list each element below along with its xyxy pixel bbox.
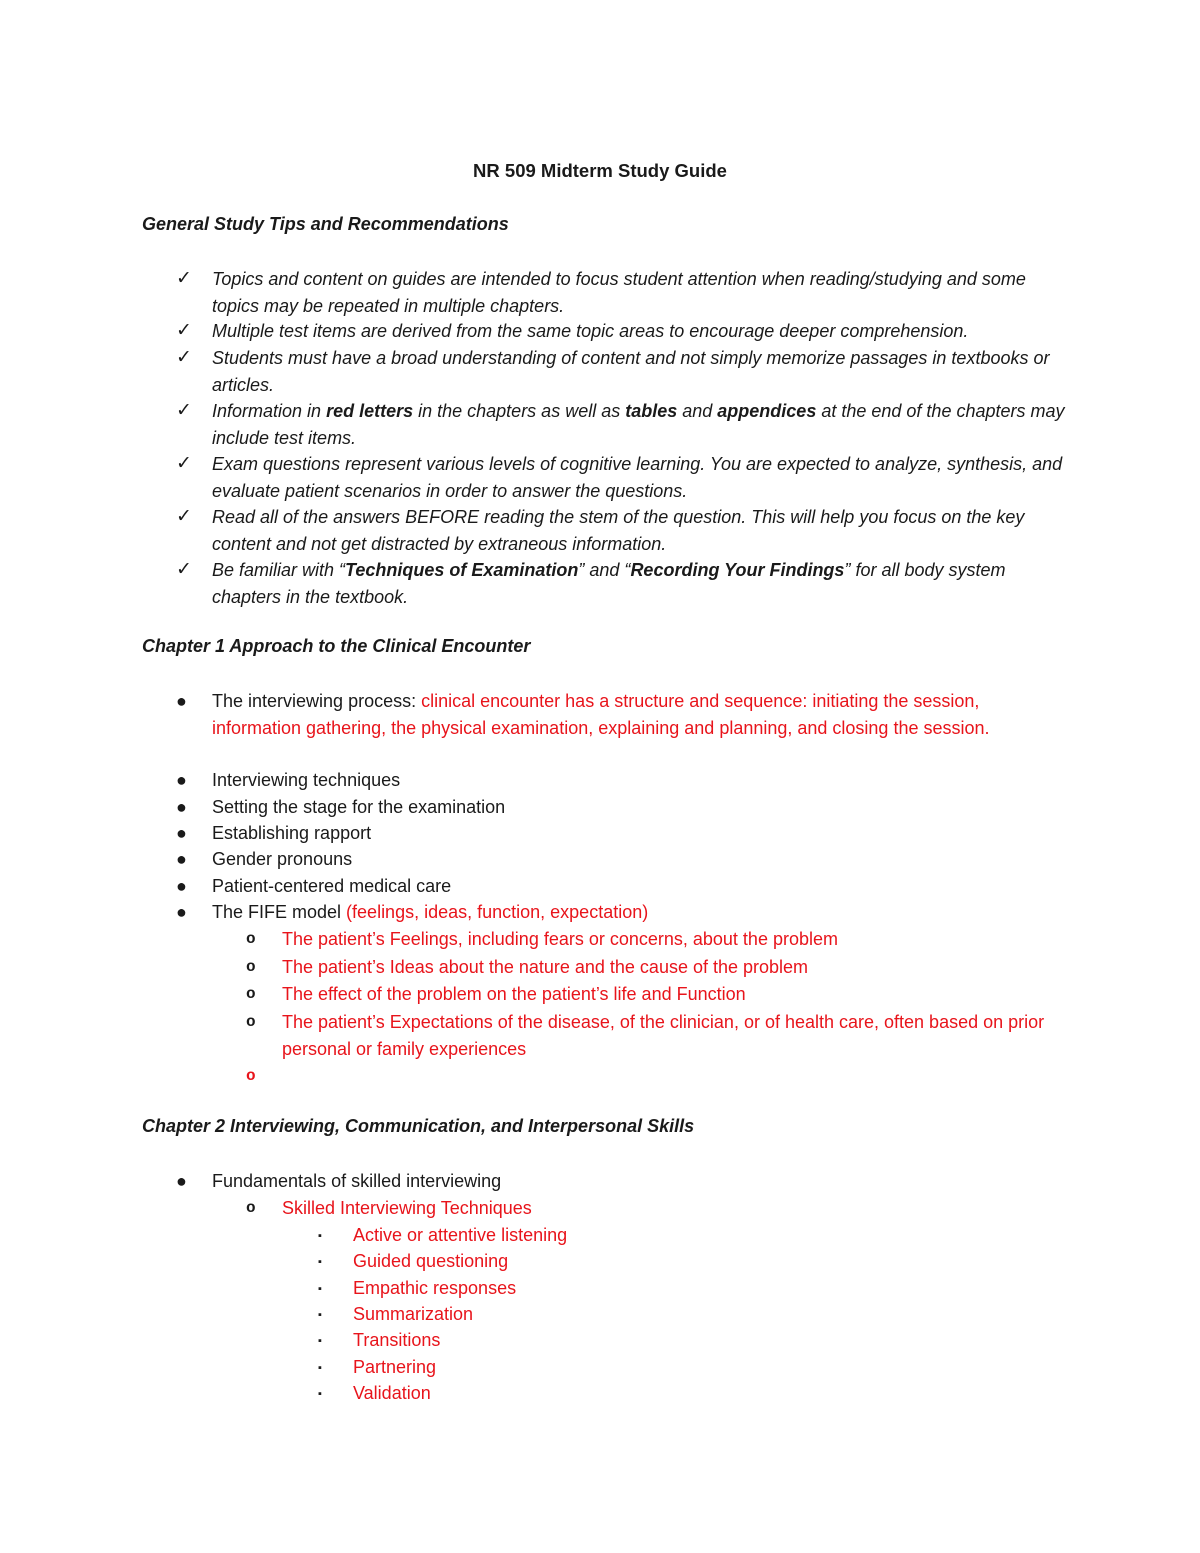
technique-item: ▪ Transitions [353, 1327, 1072, 1354]
bullet-icon: ● [176, 691, 187, 711]
tip-item [176, 451, 1072, 504]
circle-bullet-icon: o [246, 1013, 256, 1031]
circle-bullet-icon: o [246, 930, 256, 948]
tip-text: Be familiar with “Techniques of Examination” and “Recording Your Findings” for all body system chapters in the textbook. [212, 560, 1006, 607]
technique-item: ▪ Summarization [353, 1301, 1072, 1328]
list-item: ● The interviewing process: clinical encounter has a structure and sequence: initiating the session, information gathering, the physical examination, explaining and planning, and closing the session. [212, 688, 1072, 741]
technique-item: ▪ Guided questioning [353, 1248, 1072, 1275]
fife-red-text: (feelings, ideas, function, expectation) [346, 902, 649, 922]
square-bullet-icon: ▪ [318, 1309, 322, 1321]
sub-list-item: o The patient’s Feelings, including fears or concerns, about the problem [282, 926, 1072, 953]
document-title: NR 509 Midterm Study Guide [473, 160, 727, 181]
bullet-icon: ● [176, 1171, 187, 1191]
list-item: ● The FIFE model (feelings, ideas, function, expectation) [212, 899, 1072, 926]
square-bullet-icon: ▪ [318, 1256, 322, 1268]
circle-bullet-icon: o [246, 1067, 256, 1085]
checkmark-icon: ✓ [176, 268, 192, 289]
bullet-icon: ● [176, 849, 187, 869]
tip-item [176, 345, 1072, 398]
square-bullet-icon: ▪ [318, 1230, 322, 1242]
tip-item [176, 504, 1072, 557]
circle-bullet-icon: o [246, 1199, 256, 1217]
list-item: ● Fundamentals of skilled interviewing [212, 1168, 1072, 1195]
bullet-icon: ● [176, 823, 187, 843]
list-item: ● Interviewing techniques [212, 767, 1072, 794]
tip-text: Read all of the answers BEFORE reading the stem of the question. This will help you focus on the key content and not get distracted by extraneous information. [212, 507, 1025, 554]
tip-text: Exam questions represent various levels of cognitive learning. You are expected to analyze, synthesis, and evaluate patient scenarios in order to answer the questions. [212, 454, 1063, 501]
technique-item: ▪ Validation [353, 1380, 1072, 1407]
bullet-icon: ● [176, 770, 187, 790]
list-item: ● Setting the stage for the examination [212, 794, 1072, 821]
tip-item [176, 398, 1072, 451]
tip-text: Multiple test items are derived from the same topic areas to encourage deeper comprehension. [212, 321, 969, 341]
tip-text: Information in red letters in the chapters as well as tables and appendices at the end of the chapters may include test items. [212, 401, 1065, 448]
checkmark-icon: ✓ [176, 453, 192, 474]
circle-bullet-icon: o [246, 958, 256, 976]
sub-list-item: o The patient’s Expectations of the disease, of the clinician, or of health care, often based on prior personal or family experiences [282, 1009, 1072, 1062]
chapter1-heading: Chapter 1 Approach to the Clinical Encounter [142, 636, 531, 656]
square-bullet-icon: ▪ [318, 1362, 322, 1374]
square-bullet-icon: ▪ [318, 1283, 322, 1295]
list-item: ● Gender pronouns [212, 846, 1072, 873]
sub-list-item: o The patient’s Ideas about the nature and the cause of the problem [282, 954, 1072, 981]
bullet-icon: ● [176, 876, 187, 896]
tip-item [176, 318, 1072, 345]
technique-item: ▪ Partnering [353, 1354, 1072, 1381]
square-bullet-icon: ▪ [318, 1335, 322, 1347]
technique-item: ▪ Empathic responses [353, 1275, 1072, 1302]
sub-list-item: o The effect of the problem on the patient’s life and Function [282, 981, 1072, 1008]
sub-list-item: o Skilled Interviewing Techniques [282, 1195, 1072, 1222]
technique-item: ▪ Active or attentive listening [353, 1222, 1072, 1249]
circle-bullet-icon: o [246, 985, 256, 1003]
empty-sub-list-item [246, 1063, 1072, 1090]
interview-process-red-text: clinical encounter has a structure and sequence: initiating the session, information gathering, the physical examination, explaining and planning, and closing the session. [212, 691, 990, 738]
tip-item [176, 557, 1072, 610]
checkmark-icon: ✓ [176, 347, 192, 368]
tip-text: Topics and content on guides are intended to focus student attention when reading/studying and some topics may be repeated in multiple chapters. [212, 269, 1026, 316]
checkmark-icon: ✓ [176, 506, 192, 527]
list-item: ● Establishing rapport [212, 820, 1072, 847]
checkmark-icon: ✓ [176, 320, 192, 341]
bullet-icon: ● [176, 902, 187, 922]
general-tips-heading: General Study Tips and Recommendations [142, 214, 509, 234]
tip-item [176, 266, 1072, 319]
checkmark-icon: ✓ [176, 400, 192, 421]
list-item: ● Patient-centered medical care [212, 873, 1072, 900]
tip-text: Students must have a broad understanding of content and not simply memorize passages in textbooks or articles. [212, 348, 1050, 395]
chapter2-heading: Chapter 2 Interviewing, Communication, and Interpersonal Skills [142, 1116, 695, 1136]
checkmark-icon: ✓ [176, 559, 192, 580]
bullet-icon: ● [176, 797, 187, 817]
square-bullet-icon: ▪ [318, 1388, 322, 1400]
